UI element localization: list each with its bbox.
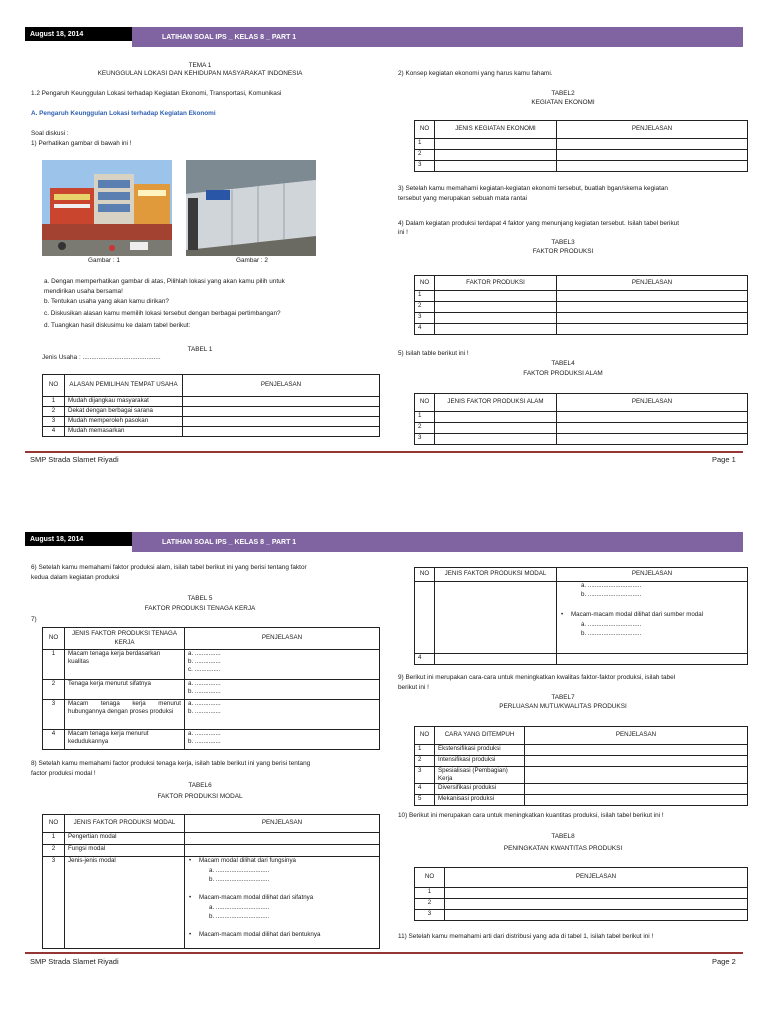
col-penjelasan: PENJELASAN <box>183 375 380 397</box>
question-10: 10) Berikut ini merupakan cara untuk meningkatkan kuantitas produksi, isilah tabel berikut ini ! <box>398 812 664 819</box>
cell-penjelasan[interactable] <box>525 745 748 756</box>
question-5: 5) Isilah table berikut ini ! <box>398 350 469 357</box>
cell-no: 1 <box>415 139 435 150</box>
cell-penjelasan[interactable] <box>557 654 748 665</box>
col-faktor: FAKTOR PRODUKSI <box>435 276 557 291</box>
cell-alasan: Mudah memasarkan <box>65 427 183 437</box>
question-3: 3) Setelah kamu memahami kegiatan-kegiatan ekonomi tersebut, buatlah bgan/skema kegiatan <box>398 185 668 192</box>
cell-no: 4 <box>43 730 65 750</box>
section-a-title: A. Pengaruh Keunggulan Lokasi terhadap Kegiatan Ekonomi <box>31 110 216 117</box>
question-2: 2) Konsep kegiatan ekonomi yang harus kamu fahami. <box>398 70 553 77</box>
col-no: NO <box>415 121 435 139</box>
soal-diskusi: Soal diskusi : <box>31 130 69 137</box>
tabel-8-title: TABEL8 <box>551 833 575 840</box>
table-row <box>415 899 748 910</box>
subsection-title: 1.2 Pengaruh Keunggulan Lokasi terhadap Kegiatan Ekonomi, Transportasi, Komunikasi <box>31 90 282 97</box>
table-row <box>415 582 748 654</box>
table-row <box>415 291 748 302</box>
cell-jenis: Macam tenaga kerja menurut hubungannya dengan proses produksi <box>65 700 185 730</box>
cell-no: 2 <box>43 845 65 857</box>
footer-school: SMP Strada Slamet Riyadi <box>30 957 119 966</box>
cell-penjelasan[interactable] <box>557 324 748 335</box>
shophouse-photo <box>186 160 316 256</box>
blank-item[interactable]: a. ............................... <box>581 582 642 589</box>
cell-no: 1 <box>415 412 435 423</box>
cell-cara: Spesialisasi (Pembagian) Kerja <box>435 767 525 784</box>
cell-penjelasan[interactable] <box>445 899 748 910</box>
col-cara: CARA YANG DITEMPUH <box>435 727 525 745</box>
cell-penjelasan[interactable] <box>183 397 380 407</box>
table-row <box>43 650 380 680</box>
footer-line <box>25 952 743 954</box>
cell-jenis: Fungsi modal <box>65 845 185 857</box>
cell-penjelasan[interactable] <box>557 302 748 313</box>
col-penjelasan: PENJELASAN <box>557 394 748 412</box>
cell-cara: Ekstensifikasi produksi <box>435 745 525 756</box>
table-row <box>415 795 748 806</box>
cell-no: 3 <box>43 857 65 949</box>
page-header <box>25 27 743 47</box>
cell-no: 2 <box>415 899 445 910</box>
col-no: NO <box>43 815 65 833</box>
cell-penjelasan[interactable] <box>557 313 748 324</box>
cell-no: 1 <box>415 291 435 302</box>
table-row <box>415 767 748 784</box>
tabel-3-title: TABEL3 <box>551 239 575 246</box>
table-row <box>415 756 748 767</box>
blank-item[interactable]: a. ............... <box>188 650 221 657</box>
bullet-icon: • <box>189 931 192 938</box>
page-2 <box>0 512 768 1024</box>
cell-no: 2 <box>415 302 435 313</box>
col-penjelasan: PENJELASAN <box>445 868 748 888</box>
cell-penjelasan[interactable] <box>183 427 380 437</box>
table-row <box>415 313 748 324</box>
cell-penjelasan[interactable] <box>445 888 748 899</box>
col-no: NO <box>43 628 65 650</box>
cell-faktor[interactable] <box>435 302 557 313</box>
blank-item[interactable]: a. ............................... <box>581 621 642 628</box>
cell-penjelasan[interactable] <box>557 434 748 445</box>
blank-item[interactable]: b. ............... <box>188 738 221 746</box>
footer-school: SMP Strada Slamet Riyadi <box>30 455 119 464</box>
tabel-8 <box>414 867 748 921</box>
blank-item[interactable]: a. ............................... <box>209 904 270 911</box>
col-jenis: JENIS FAKTOR PRODUKSI MODAL <box>65 815 185 833</box>
tabel-6-title: TABEL6 <box>188 782 212 789</box>
cell-penjelasan[interactable] <box>557 139 748 150</box>
question-4-cont: ini ! <box>398 229 408 236</box>
cell-jenis: Macam tenaga kerja menurut kedudukannya <box>65 730 185 750</box>
tabel-6 <box>42 814 380 949</box>
blank-item[interactable]: b. ............................... <box>581 591 642 598</box>
cell-no: 4 <box>415 784 435 795</box>
cell-faktor[interactable] <box>435 291 557 302</box>
footer-page-number: Page 1 <box>712 455 736 464</box>
footer-line <box>25 451 743 453</box>
cell-no: 1 <box>43 833 65 845</box>
bullet-icon: • <box>189 894 192 901</box>
cell-penjelasan[interactable] <box>445 910 748 921</box>
cell-cara: Mekanisasi produksi <box>435 795 525 806</box>
tabel-8-subtitle: PENINGKATAN KWANTITAS PRODUKSI <box>503 845 623 852</box>
table-row <box>43 407 380 417</box>
cell-no: 2 <box>415 423 435 434</box>
cell-penjelasan[interactable] <box>557 423 748 434</box>
cell-jenis: Macam tenaga kerja berdasarkan kualitas <box>65 650 185 680</box>
col-no: NO <box>415 394 435 412</box>
cell-penjelasan[interactable] <box>557 161 748 172</box>
blank-item[interactable]: b. ............... <box>188 658 221 666</box>
tabel-2-subtitle: KEGIATAN EKONOMI <box>531 99 595 106</box>
tabel-1 <box>42 374 380 437</box>
cell-jenis[interactable] <box>435 161 557 172</box>
question-11: 11) Setelah kamu memahami arti dari distribusi yang ada di tabel 1, isilah tabel berikut ini ! <box>398 933 654 940</box>
col-no: NO <box>415 276 435 291</box>
blank-item[interactable]: b. ............................... <box>581 630 642 637</box>
table-row <box>43 857 380 949</box>
bullet-icon: • <box>189 857 192 864</box>
col-jenis: JENIS FAKTOR PRODUKSI ALAM <box>435 394 557 412</box>
blank-item[interactable]: b. ............... <box>188 708 221 716</box>
col-penjelasan: PENJELASAN <box>185 628 380 650</box>
question-1: 1) Perhatikan gambar di bawah ini ! <box>31 140 132 147</box>
col-jenis: JENIS KEGIATAN EKONOMI <box>435 121 557 139</box>
cell-faktor[interactable] <box>435 313 557 324</box>
page-header <box>25 532 743 552</box>
jenis-usaha: Jenis Usaha : ............................................ <box>42 354 161 361</box>
cell-no: 2 <box>415 150 435 161</box>
cell-no: 4 <box>415 324 435 335</box>
cell-penjelasan[interactable] <box>557 291 748 302</box>
tabel-4-title: TABEL4 <box>551 360 575 367</box>
tabel-5 <box>42 627 380 750</box>
col-penjelasan: PENJELASAN <box>557 276 748 291</box>
cell-penjelasan[interactable] <box>185 650 380 680</box>
question-8-cont: factor produksi modal ! <box>31 770 96 777</box>
cell-cara: Diversifikasi produksi <box>435 784 525 795</box>
cell-no: 1 <box>415 745 435 756</box>
cell-no: 3 <box>415 434 435 445</box>
cell-no: 3 <box>415 313 435 324</box>
mall-photo <box>42 160 172 256</box>
tabel-2 <box>414 120 748 172</box>
table-row <box>415 423 748 434</box>
table-row <box>415 654 748 665</box>
blank-item[interactable]: a. ............... <box>188 730 221 737</box>
cell-penjelasan[interactable] <box>525 784 748 795</box>
cell-no: 4 <box>415 654 435 665</box>
table-row <box>415 150 748 161</box>
col-jenis: JENIS FAKTOR PRODUKSI MODAL <box>435 568 557 582</box>
cell-penjelasan[interactable] <box>183 407 380 417</box>
table-row <box>415 302 748 313</box>
blank-item[interactable]: b. ............... <box>188 688 221 696</box>
table-row <box>43 730 380 750</box>
cell-no: 1 <box>43 397 65 407</box>
table-row <box>415 412 748 423</box>
table-row <box>43 427 380 437</box>
cell-penjelasan[interactable] <box>525 767 748 784</box>
cell-jenis[interactable] <box>435 412 557 423</box>
cell-penjelasan[interactable] <box>525 756 748 767</box>
cell-no: 3 <box>415 161 435 172</box>
instruction-list <box>44 278 374 332</box>
cell-penjelasan[interactable] <box>185 680 380 700</box>
header-title: LATIHAN SOAL IPS _ KELAS 8 _ PART 1 <box>132 532 743 552</box>
cell-no: 2 <box>415 756 435 767</box>
bullet-text: Macam-macam modal dilihat dari sumber modal <box>571 611 704 618</box>
instruction-a: a. Dengan memperhatikan gambar di atas, Pilihlah lokasi yang akan kamu pilih untuk <box>44 278 285 285</box>
cell-jenis: Jenis-jenis modal <box>65 857 185 949</box>
tema-label: TEMA 1 <box>188 62 212 69</box>
tabel-5-subtitle: FAKTOR PRODUKSI TENAGA KERJA <box>144 605 256 612</box>
col-alasan: ALASAN PEMILIHAN TEMPAT USAHA <box>65 375 183 397</box>
tabel-4 <box>414 393 748 445</box>
cell-no <box>415 582 435 654</box>
table-row <box>415 139 748 150</box>
col-no: NO <box>415 868 445 888</box>
col-penjelasan: PENJELASAN <box>557 568 748 582</box>
question-9: 9) Berikut ini merupakan cara-cara untuk meningkatkan kwalitas faktor-faktor produksi, isilah tabel <box>398 674 676 681</box>
image-2-caption: Gambar : 2 <box>236 257 268 264</box>
cell-no: 5 <box>415 795 435 806</box>
tabel-7-title: TABEL7 <box>551 694 575 701</box>
cell-alasan: Mudah dijangkau masyarakat <box>65 397 183 407</box>
blank-item[interactable]: b. ............................... <box>209 876 270 883</box>
table-row <box>415 324 748 335</box>
cell-penjelasan[interactable] <box>185 700 380 730</box>
instruction-c: c. Diskusikan alasan kamu memilih lokasi tersebut dengan berbagai pertimbangan? <box>44 310 281 317</box>
question-6: 6) Setelah kamu memahami faktor produksi alam, isilah tabel berikut ini yang berisi tentang faktor <box>31 564 307 571</box>
table-row <box>43 845 380 857</box>
table-row <box>415 434 748 445</box>
table-row <box>415 161 748 172</box>
cell-jenis[interactable] <box>435 434 557 445</box>
cell-penjelasan[interactable] <box>525 795 748 806</box>
cell-faktor[interactable] <box>435 324 557 335</box>
table-row <box>43 700 380 730</box>
cell-penjelasan[interactable] <box>557 412 748 423</box>
cell-jenis[interactable] <box>435 139 557 150</box>
cell-penjelasan[interactable] <box>185 833 380 845</box>
cell-alasan: Dekat dengan berbagai sarana <box>65 407 183 417</box>
cell-jenis[interactable] <box>435 654 557 665</box>
bullet-text: Macam-macam modal dilihat dari sifatnya <box>199 894 314 901</box>
cell-jenis <box>435 582 557 654</box>
table-row <box>415 888 748 899</box>
col-no: NO <box>415 568 435 582</box>
question-4: 4) Dalam kegiatan produksi terdapat 4 faktor yang menunjang kegiatan tersebut. Isilah tabel berikut <box>398 220 680 227</box>
tabel-4-subtitle: FAKTOR PRODUKSI ALAM <box>523 370 603 377</box>
tabel-6-subtitle: FAKTOR PRODUKSI MODAL <box>157 793 243 800</box>
question-9-cont: berikut ini ! <box>398 684 429 691</box>
cell-jenis[interactable] <box>435 423 557 434</box>
tabel-3-subtitle: FAKTOR PRODUKSI <box>532 248 594 255</box>
cell-jenis: Tenaga kerja menurut sifatnya <box>65 680 185 700</box>
cell-no: 2 <box>43 407 65 417</box>
tabel-5-title: TABEL 5 <box>187 595 213 602</box>
cell-no: 2 <box>43 680 65 700</box>
instruction-b: b. Tentukan usaha yang akan kamu dirikan? <box>44 298 169 305</box>
cell-no: 3 <box>43 417 65 427</box>
question-8: 8) Setelah kamu memahami factor produksi tenaga kerja, isilah table berikut ini yang berisi tentang <box>31 760 311 767</box>
blank-item[interactable]: b. ............................... <box>209 913 270 920</box>
col-penjelasan: PENJELASAN <box>185 815 380 833</box>
cell-jenis[interactable] <box>435 150 557 161</box>
cell-penjelasan[interactable] <box>557 582 748 654</box>
table-row <box>415 745 748 756</box>
col-jenis: JENIS FAKTOR PRODUKSI TENAGA KERJA <box>65 628 185 650</box>
cell-no: 3 <box>43 700 65 730</box>
cell-jenis: Pengertian modal <box>65 833 185 845</box>
tema-title: KEUNGGULAN LOKASI DAN KEHIDUPAN MASYARAKAT INDONESIA <box>97 70 303 77</box>
blank-item[interactable]: c. ............... <box>188 666 221 674</box>
col-penjelasan: PENJELASAN <box>557 121 748 139</box>
footer-page-number: Page 2 <box>712 957 736 966</box>
instruction-d: d. Tuangkan hasil diskusimu ke dalam tabel berikut: <box>44 322 191 329</box>
instruction-a-cont: mendirikan usaha bersama! <box>44 288 123 295</box>
cell-no: 4 <box>43 427 65 437</box>
header-date: August 18, 2014 <box>25 27 132 41</box>
cell-no: 1 <box>415 888 445 899</box>
cell-penjelasan[interactable] <box>185 857 380 949</box>
cell-penjelasan[interactable] <box>183 417 380 427</box>
cell-penjelasan[interactable] <box>557 150 748 161</box>
table-row <box>43 397 380 407</box>
question-3-cont: tersebut yang merupakan sebuah mata rantai <box>398 195 527 202</box>
table-row <box>43 680 380 700</box>
header-title: LATIHAN SOAL IPS _ KELAS 8 _ PART 1 <box>132 27 743 47</box>
question-7: 7) <box>31 616 37 623</box>
cell-penjelasan[interactable] <box>185 845 380 857</box>
tabel-7 <box>414 726 748 806</box>
cell-penjelasan[interactable] <box>185 730 380 750</box>
question-6-cont: kedua dalam kegiatan produksi <box>31 574 120 581</box>
tabel-7-subtitle: PERLUASAN MUTU/KWALITAS PRODUKSI <box>499 703 627 710</box>
bullet-text: Macam-macam modal dilihat dari bentuknya <box>199 931 321 938</box>
tabel-3 <box>414 275 748 335</box>
table-row <box>43 417 380 427</box>
cell-alasan: Mudah memperoleh pasokan <box>65 417 183 427</box>
bullet-text: Macam modal dilihat dari fungsinya <box>199 857 296 864</box>
blank-item[interactable]: a. ............................... <box>209 867 270 874</box>
table-row <box>43 833 380 845</box>
col-no: NO <box>43 375 65 397</box>
tabel-2-title: TABEL2 <box>551 90 575 97</box>
blank-item[interactable]: a. ............... <box>188 680 221 687</box>
cell-no: 3 <box>415 910 445 921</box>
cell-no: 1 <box>43 650 65 680</box>
col-no: NO <box>415 727 435 745</box>
cell-no: 3 <box>415 767 435 784</box>
image-1-caption: Gambar : 1 <box>88 257 120 264</box>
header-date: August 18, 2014 <box>25 532 132 546</box>
cell-cara: Intensifikasi produksi <box>435 756 525 767</box>
blank-item[interactable]: a. ............... <box>188 700 221 707</box>
table-row <box>415 784 748 795</box>
tabel-1-title: TABEL 1 <box>187 346 213 353</box>
col-penjelasan: PENJELASAN <box>525 727 748 745</box>
table-row <box>415 910 748 921</box>
bullet-icon: • <box>561 611 564 618</box>
tabel-6-continued <box>414 567 748 665</box>
